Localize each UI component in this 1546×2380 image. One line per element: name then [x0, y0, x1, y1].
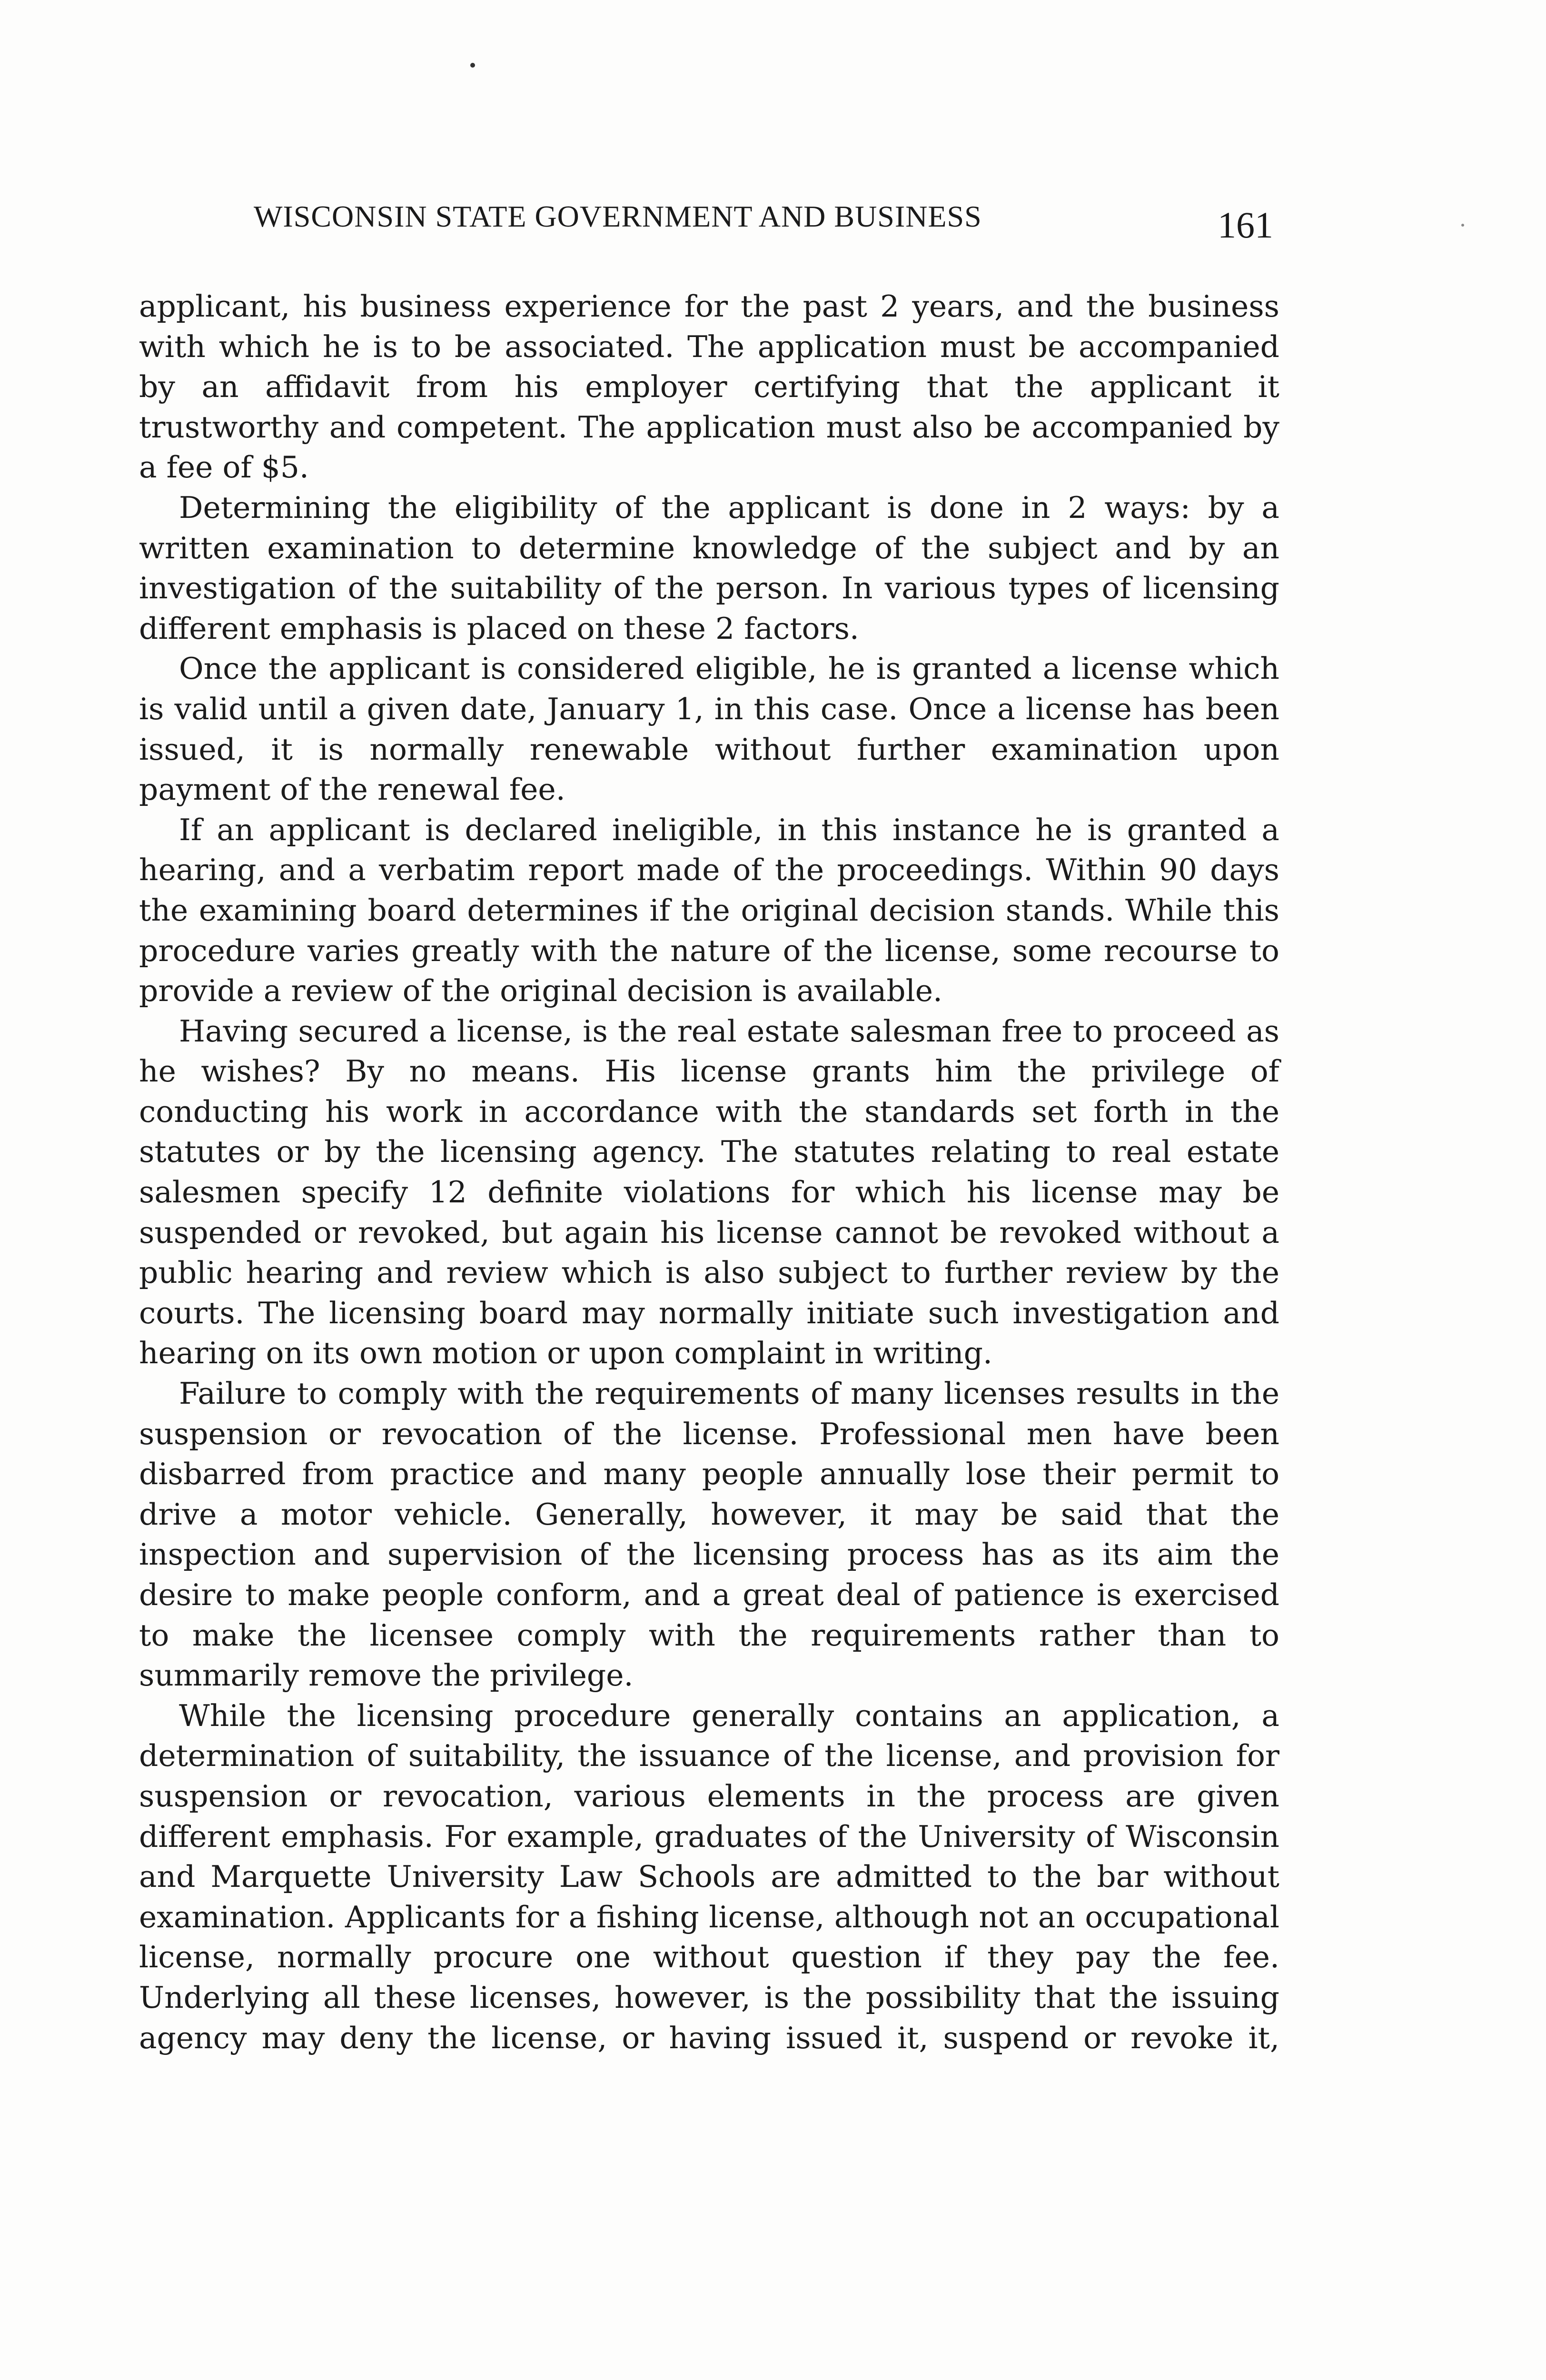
- paragraph-failure-to-comply: Failure to comply with the requirements of many licenses results in the suspension or revocation of the license. Professional men have been disbarred from practice and many people annually lose their permit to drive a motor vehicle. Generally, however, it may be said that the inspection and supervision of the licensing process has as its aim the desire to make people conform, and a great deal of patience is exercised to make the licensee comply with the requirements rather than to summarily remove the privilege.: [139, 1376, 1279, 1693]
- paragraph-real-estate-salesman: Having secured a license, is the real estate salesman free to proceed as he wishes? By no means. His license grants him the privilege of conducting his work in accordance with the standards set forth in the statutes or by the licensing agency. The statutes relating to real estate salesmen specify 12 definite violations for which his license may be suspended or revoked, but again his license cannot be revoked without a public hearing and review which is also subject to further review by the courts. The licensing board may normally initiate such investigation and hearing on its own motion or upon complaint in writing.: [139, 1013, 1279, 1371]
- paragraph-license-granted: Once the applicant is considered eligible, he is granted a license which is valid until a given date, January 1, in this case. Once a license has been issued, it is normally renewable without further examination upon payment of the renewal fee.: [139, 651, 1279, 807]
- print-speck: [1461, 224, 1464, 227]
- page-number: 161: [1218, 204, 1273, 246]
- body-text: [139, 287, 1279, 2058]
- paragraph-ineligible-hearing: If an applicant is declared ineligible, in this instance he is granted a hearing, and a verbatim report made of the proceedings. Within 90 days the examining board determines if the original decision stands. While this procedure varies greatly with the nature of the license, some recourse to provide a review of the original decision is available.: [139, 812, 1279, 1009]
- paragraph-eligibility: Determining the eligibility of the applicant is done in 2 ways: by a written examination to determine knowledge of the subject and by an investigation of the suitability of the person. In various types of licensing different emphasis is placed on these 2 factors.: [139, 490, 1279, 646]
- paragraph-licensing-procedure: While the licensing procedure generally contains an application, a determination of suitability, the issuance of the license, and provision for suspension or revocation, various elements in the process are given different emphasis. For example, graduates of the University of Wisconsin and Marquette University Law Schools are admitted to the bar without examination. Applicants for a fishing license, although not an occupational license, normally procure one without question if they pay the fee. Underlying all these licenses, however, is the possibility that the issuing agency may deny the license, or having issued it, suspend or revoke it,: [139, 1698, 1279, 2055]
- running-header-title: WISCONSIN STATE GOVERNMENT AND BUSINESS: [254, 199, 982, 233]
- paragraph-application-continued: applicant, his business experience for the past 2 years, and the business with which he is to be associated. The application must be accompanied by an affidavit from his employer certifying that the applicant it trustworthy and competent. The application must also be accompanied by a fee of $5.: [139, 289, 1279, 485]
- print-speck: [470, 63, 475, 68]
